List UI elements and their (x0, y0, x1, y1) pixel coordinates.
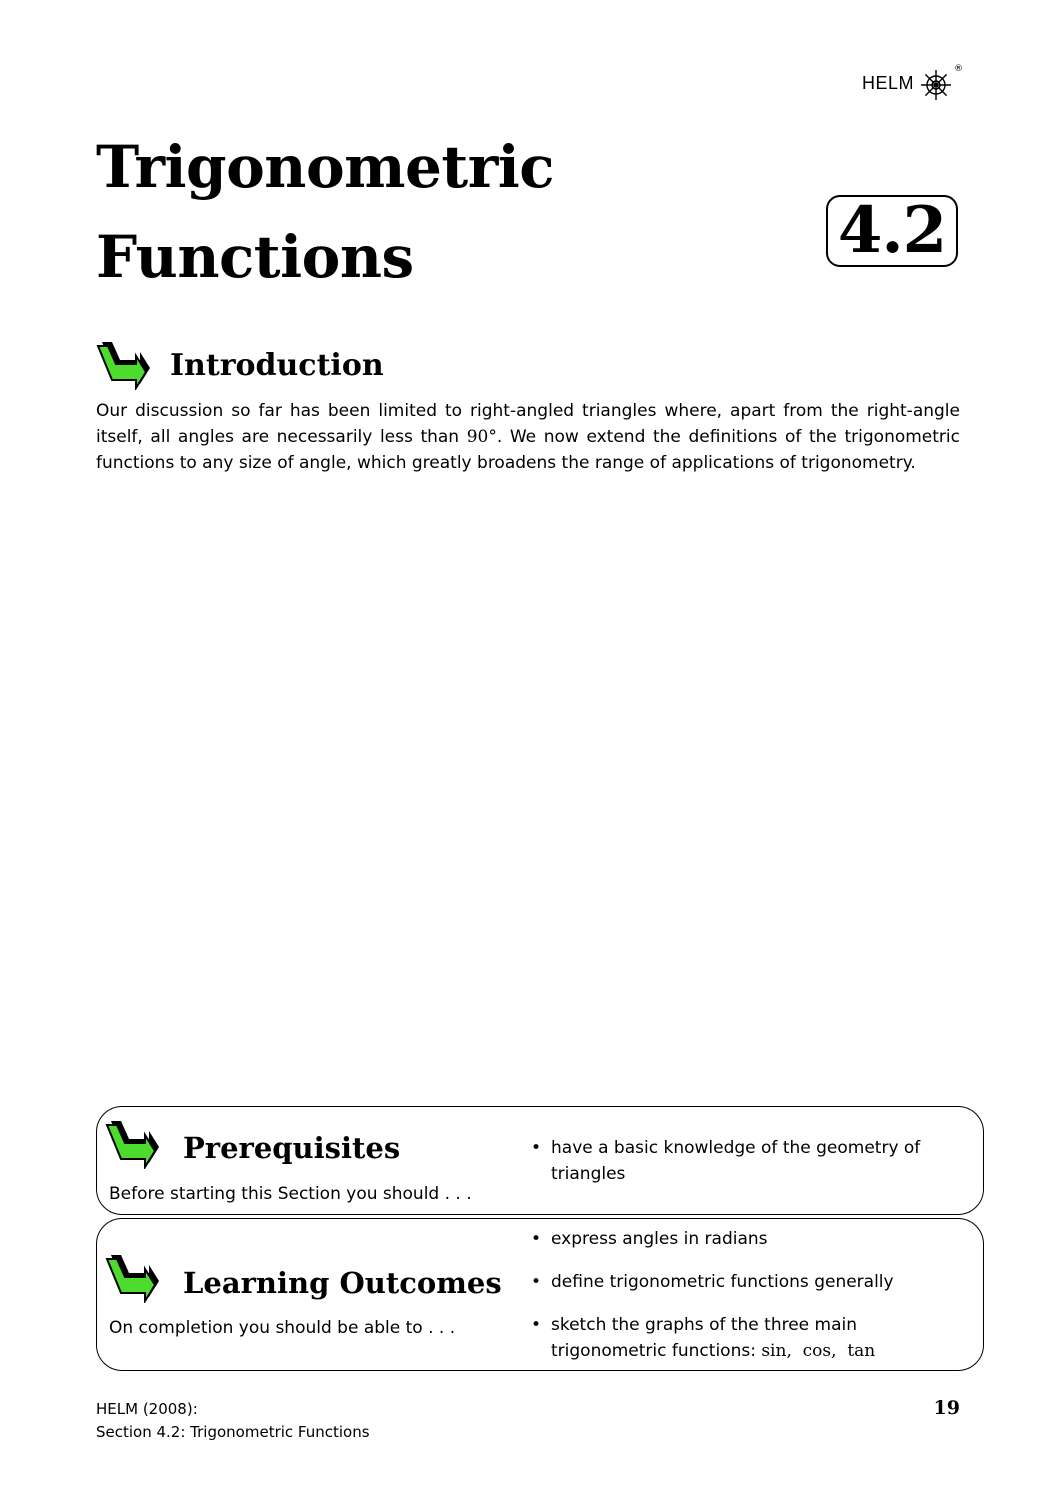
angle-math: 90° (466, 427, 497, 447)
helm-logo (862, 64, 962, 104)
outcome-item: • express angles in radians (529, 1226, 969, 1252)
learning-outcomes-heading: Learning Outcomes (183, 1266, 502, 1300)
intro-text-part1: Our discussion so far has been limited to right-angled triangles where, apart from the right-angle itself, all angles are necessarily less than (96, 401, 960, 447)
outcome-item-text: sketch the graphs of the three main trigonometric functions: (551, 1315, 858, 1361)
section-number-badge: 4.2 (826, 195, 958, 267)
trig-functions-math: sin, cos, tan (761, 1341, 876, 1361)
introduction-text (96, 398, 960, 476)
prerequisites-subtitle: Before starting this Section you should . . . (109, 1184, 472, 1204)
page-number: 19 (933, 1397, 960, 1419)
prerequisites-list (529, 1135, 969, 1187)
page-title: Trigonometric Functions (96, 133, 555, 291)
learning-outcomes-box (96, 1218, 984, 1371)
logo-text: HELM (862, 73, 915, 93)
ship-wheel-icon (918, 66, 958, 102)
introduction-heading: Introduction (170, 348, 384, 383)
registered-mark: ® (954, 64, 963, 74)
footer-source: HELM (2008): (96, 1400, 198, 1418)
footer (96, 1398, 370, 1444)
prerequisites-box (96, 1106, 984, 1215)
learning-outcomes-subtitle: On completion you should be able to . . . (109, 1318, 456, 1338)
learning-outcomes-list (529, 1226, 969, 1381)
green-arrow-icon (105, 1119, 161, 1169)
intro-text-part2: . We now extend the definitions of the trigonometric functions to any size of angle, which greatly broadens the range of applications of trigonometry. (96, 427, 960, 473)
prerequisites-heading: Prerequisites (183, 1131, 401, 1165)
green-arrow-icon (96, 340, 152, 390)
prerequisite-item: • have a basic knowledge of the geometry of triangles (529, 1135, 969, 1187)
outcome-item (529, 1312, 969, 1364)
green-arrow-icon (105, 1253, 161, 1303)
outcome-item: • define trigonometric functions generally (529, 1269, 969, 1295)
footer-section: Section 4.2: Trigonometric Functions (96, 1423, 370, 1441)
